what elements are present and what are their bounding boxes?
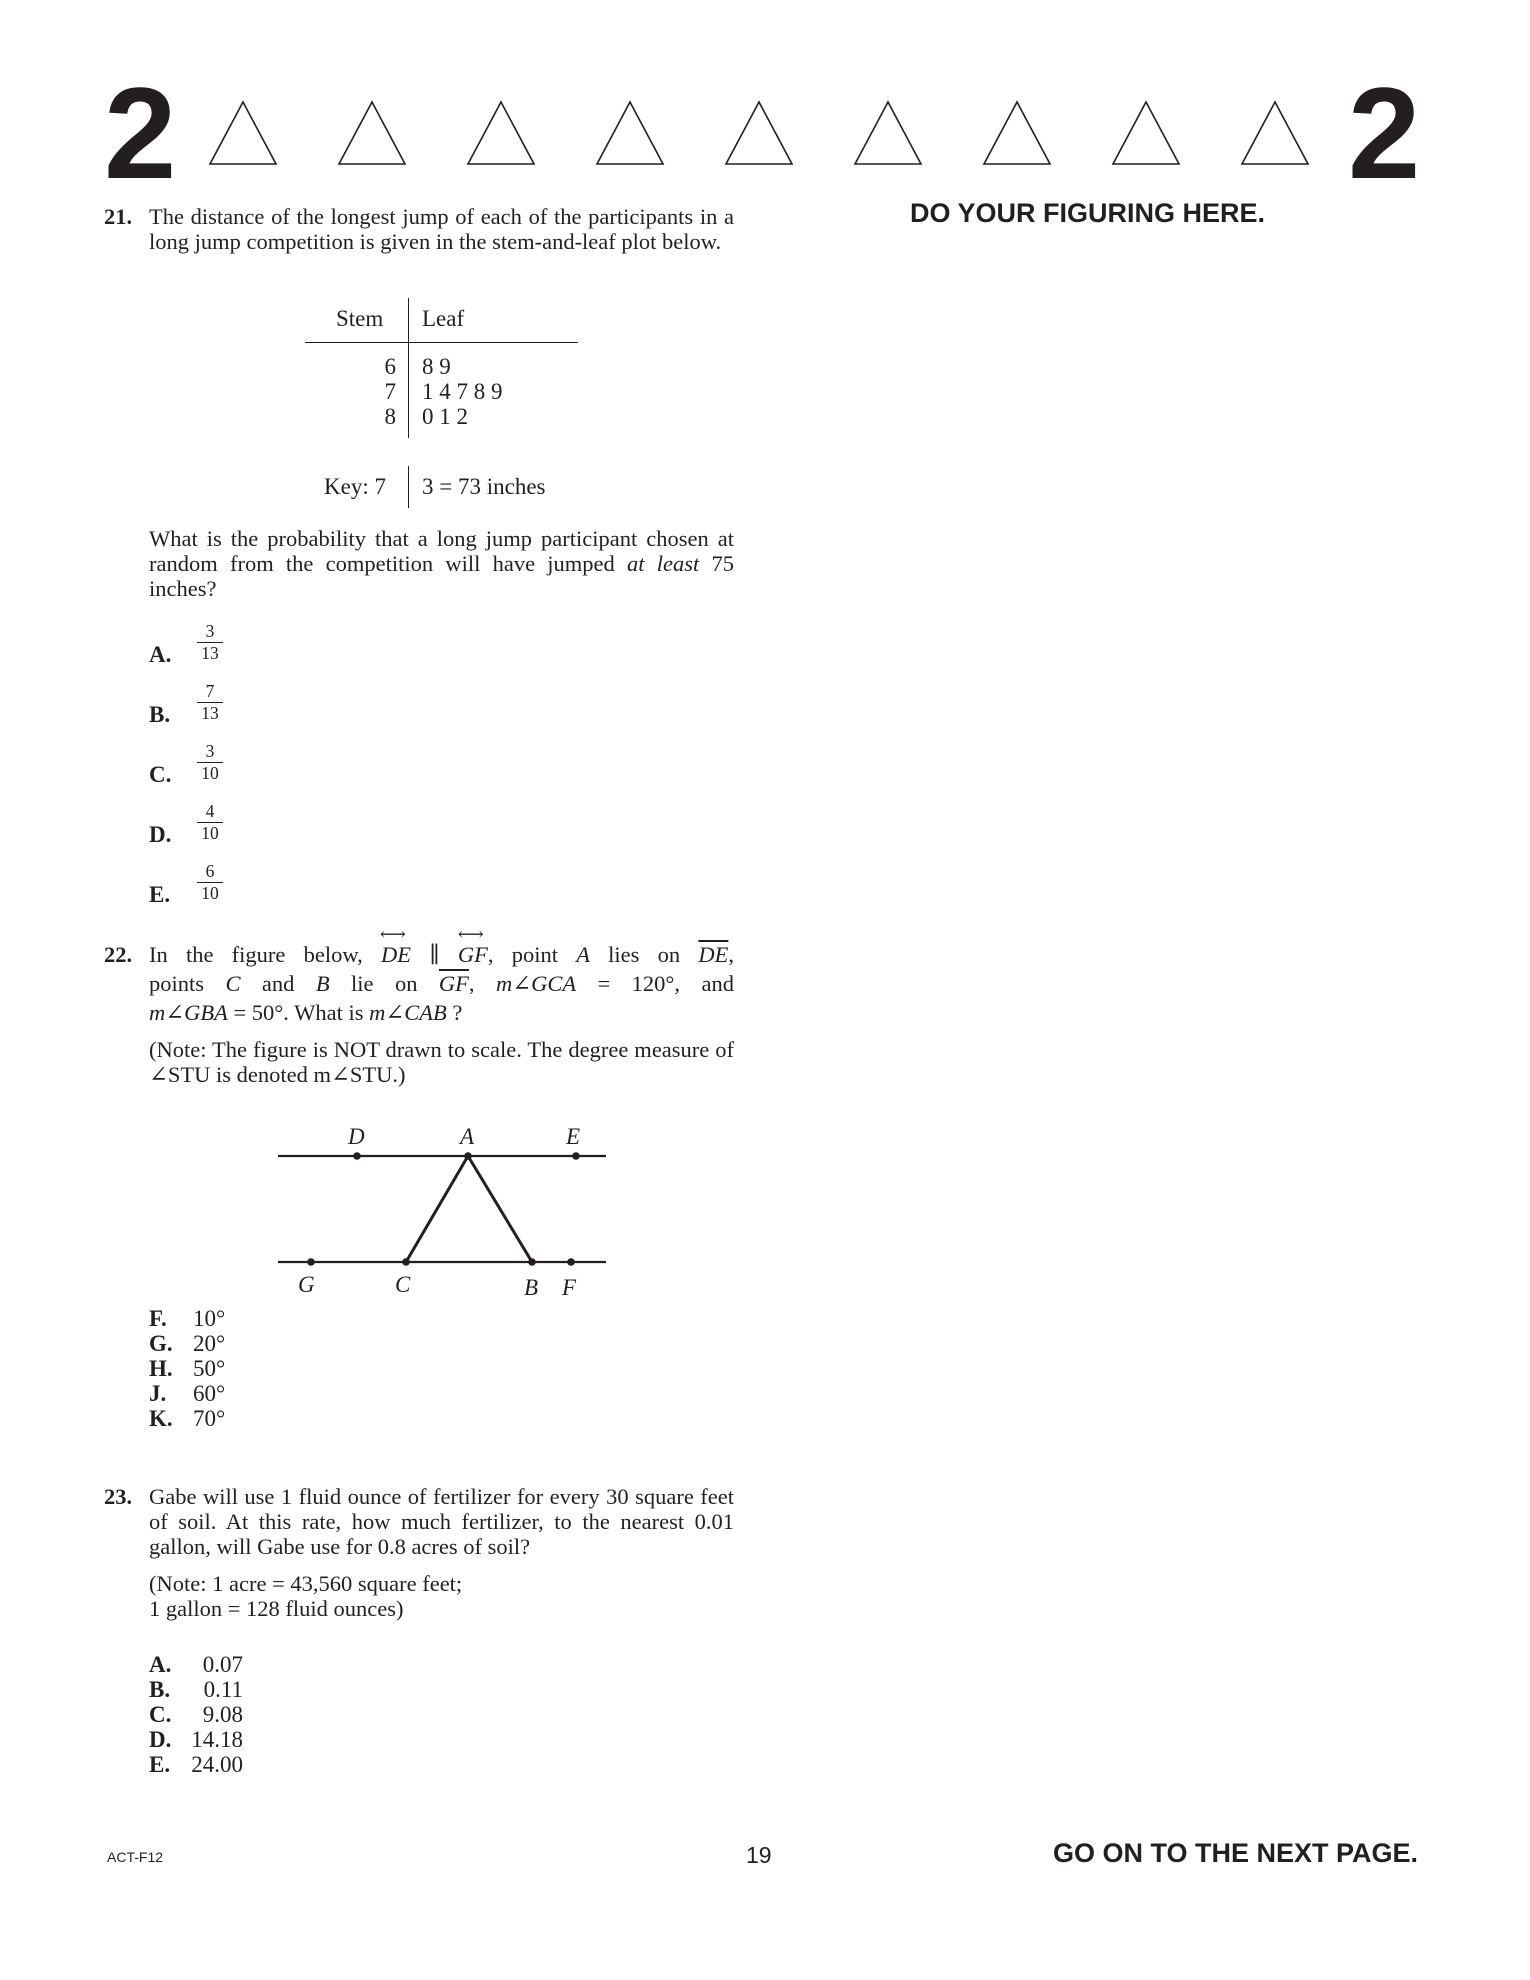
- question-23: [104, 1484, 734, 1629]
- choice-value: 9.08: [202, 1702, 243, 1727]
- triangle-row: [200, 100, 1325, 180]
- note-line: 1 gallon = 128 fluid ounces): [149, 1596, 404, 1621]
- form-code: ACT-F12: [107, 1849, 164, 1865]
- question-21-prompt: [104, 526, 734, 613]
- prompt-part: What is the probability that a long jump participant chosen at random from the competition will have jumped: [149, 526, 734, 576]
- choice-value: 24.00: [191, 1752, 243, 1777]
- stem-value: 6: [384, 354, 396, 379]
- choice-value: 70°: [193, 1406, 226, 1431]
- triangle-icon: [724, 100, 794, 166]
- parallel-lines-figure: [270, 1114, 610, 1304]
- triangle-icon: [208, 100, 278, 166]
- choice-label: E.: [149, 1752, 171, 1777]
- question-text: points C and B lie on $\overline{GF}$, m∠GCA = 120°, and: [149, 971, 734, 996]
- stem-divider: [408, 298, 409, 438]
- choice-value: 14.18: [191, 1727, 243, 1752]
- point-c: [402, 1258, 410, 1266]
- segment-ab: [468, 1156, 532, 1262]
- numerator: 3: [197, 742, 223, 763]
- label-b: B: [524, 1275, 539, 1300]
- note-line: (Note: 1 acre = 43,560 square feet;: [149, 1571, 463, 1596]
- question-note: [149, 1571, 734, 1621]
- choice-value: 20°: [193, 1331, 226, 1356]
- stem-value: 7: [384, 379, 396, 404]
- question-22: [104, 924, 734, 1099]
- point-f: [567, 1258, 575, 1266]
- question-text: The distance of the longest jump of each of the participants in a long jump competition is given in the stem-and-leaf plot below.: [149, 204, 734, 254]
- question-21: [104, 204, 734, 266]
- question-text: In the figure below, ⟷ DE ∥ ⟷ GF, point A lies on $\overline{DE}$,: [149, 924, 734, 967]
- denominator: 13: [201, 703, 219, 723]
- triangle-icon: [337, 100, 407, 166]
- leaf-header: Leaf: [422, 306, 465, 331]
- label-e: E: [566, 1124, 581, 1149]
- choice-value: 0.11: [203, 1677, 243, 1702]
- stem-value: 8: [384, 404, 396, 429]
- label-g: G: [298, 1272, 315, 1297]
- page-header: [0, 0, 1530, 206]
- prompt-part: 75 inches?: [149, 551, 734, 601]
- label-c: C: [395, 1272, 411, 1297]
- choice-label: A.: [149, 1652, 172, 1677]
- question-text: Gabe will use 1 fluid ounce of fertilizer for every 30 square feet of soil. At this rate, how much fertilizer, to the nearest 0.01 gallon, will Gabe use for 0.8 acres of soil?: [149, 1484, 734, 1559]
- point-g: [307, 1258, 315, 1266]
- choice-label: D.: [149, 1727, 172, 1752]
- leaf-value: 0 1 2: [422, 404, 468, 429]
- choice-label: B.: [149, 702, 171, 727]
- question-number: 21.: [104, 204, 133, 229]
- choice-label: E.: [149, 882, 171, 907]
- choice-label: A.: [149, 642, 172, 667]
- segment-ac: [406, 1156, 468, 1262]
- choice-value: 0.07: [202, 1652, 243, 1677]
- triangle-icon: [466, 100, 536, 166]
- numerator: 4: [197, 802, 223, 823]
- denominator: 10: [201, 883, 219, 903]
- numerator: 7: [197, 682, 223, 703]
- label-f: F: [562, 1275, 577, 1300]
- denominator: 10: [201, 763, 219, 783]
- question-note: (Note: The figure is NOT drawn to scale. The degree measure of ∠STU is denoted m∠STU.): [149, 1037, 734, 1087]
- denominator: 10: [201, 823, 219, 843]
- fraction: [197, 862, 223, 903]
- header-rule: [305, 342, 578, 343]
- key-left: Key: 7: [324, 474, 386, 499]
- choice-value: 60°: [193, 1381, 226, 1406]
- prompt-emphasis: at least: [627, 551, 700, 576]
- leaf-value: 1 4 7 8 9: [422, 379, 503, 404]
- question-prompt: [149, 526, 734, 601]
- question-text: m∠GBA = 50°. What is m∠CAB ?: [149, 1000, 463, 1025]
- stem-header: Stem: [336, 306, 384, 331]
- leaf-value: 8 9: [422, 354, 451, 379]
- triangle-icon: [853, 100, 923, 166]
- choice-label: H.: [149, 1356, 173, 1381]
- point-e: [572, 1152, 580, 1160]
- point-b: [528, 1258, 536, 1266]
- choice-label: K.: [149, 1406, 173, 1431]
- numerator: 6: [197, 862, 223, 883]
- choice-value: 10°: [193, 1306, 226, 1331]
- numerator: 3: [197, 622, 223, 643]
- label-d: D: [348, 1124, 365, 1149]
- next-page-note: GO ON TO THE NEXT PAGE.: [1052, 1838, 1418, 1868]
- choice-label: C.: [149, 762, 172, 787]
- choice-value: 50°: [193, 1356, 226, 1381]
- triangle-icon: [1240, 100, 1310, 166]
- page-number: 19: [746, 1842, 772, 1868]
- key-right: 3 = 73 inches: [422, 474, 546, 499]
- choice-label: J.: [149, 1381, 167, 1406]
- choice-label: D.: [149, 822, 172, 847]
- fraction: [197, 742, 223, 783]
- choice-label: G.: [149, 1331, 173, 1356]
- label-a: A: [460, 1124, 475, 1149]
- choice-label: C.: [149, 1702, 172, 1727]
- point-a: [464, 1152, 472, 1160]
- point-d: [353, 1152, 361, 1160]
- choice-label: B.: [149, 1677, 171, 1702]
- triangle-icon: [982, 100, 1052, 166]
- choice-label: F.: [149, 1306, 167, 1331]
- denominator: 13: [201, 643, 219, 663]
- question-number: 23.: [104, 1484, 133, 1509]
- section-number-right: 2: [1348, 60, 1421, 206]
- triangle-icon: [595, 100, 665, 166]
- fraction: [197, 802, 223, 843]
- triangle-icon: [1111, 100, 1181, 166]
- key-divider: [408, 466, 409, 508]
- section-number-left: 2: [104, 60, 177, 206]
- fraction: [197, 682, 223, 723]
- question-number: 22.: [104, 942, 133, 967]
- fraction: [197, 622, 223, 663]
- figuring-note: DO YOUR FIGURING HERE.: [910, 198, 1266, 228]
